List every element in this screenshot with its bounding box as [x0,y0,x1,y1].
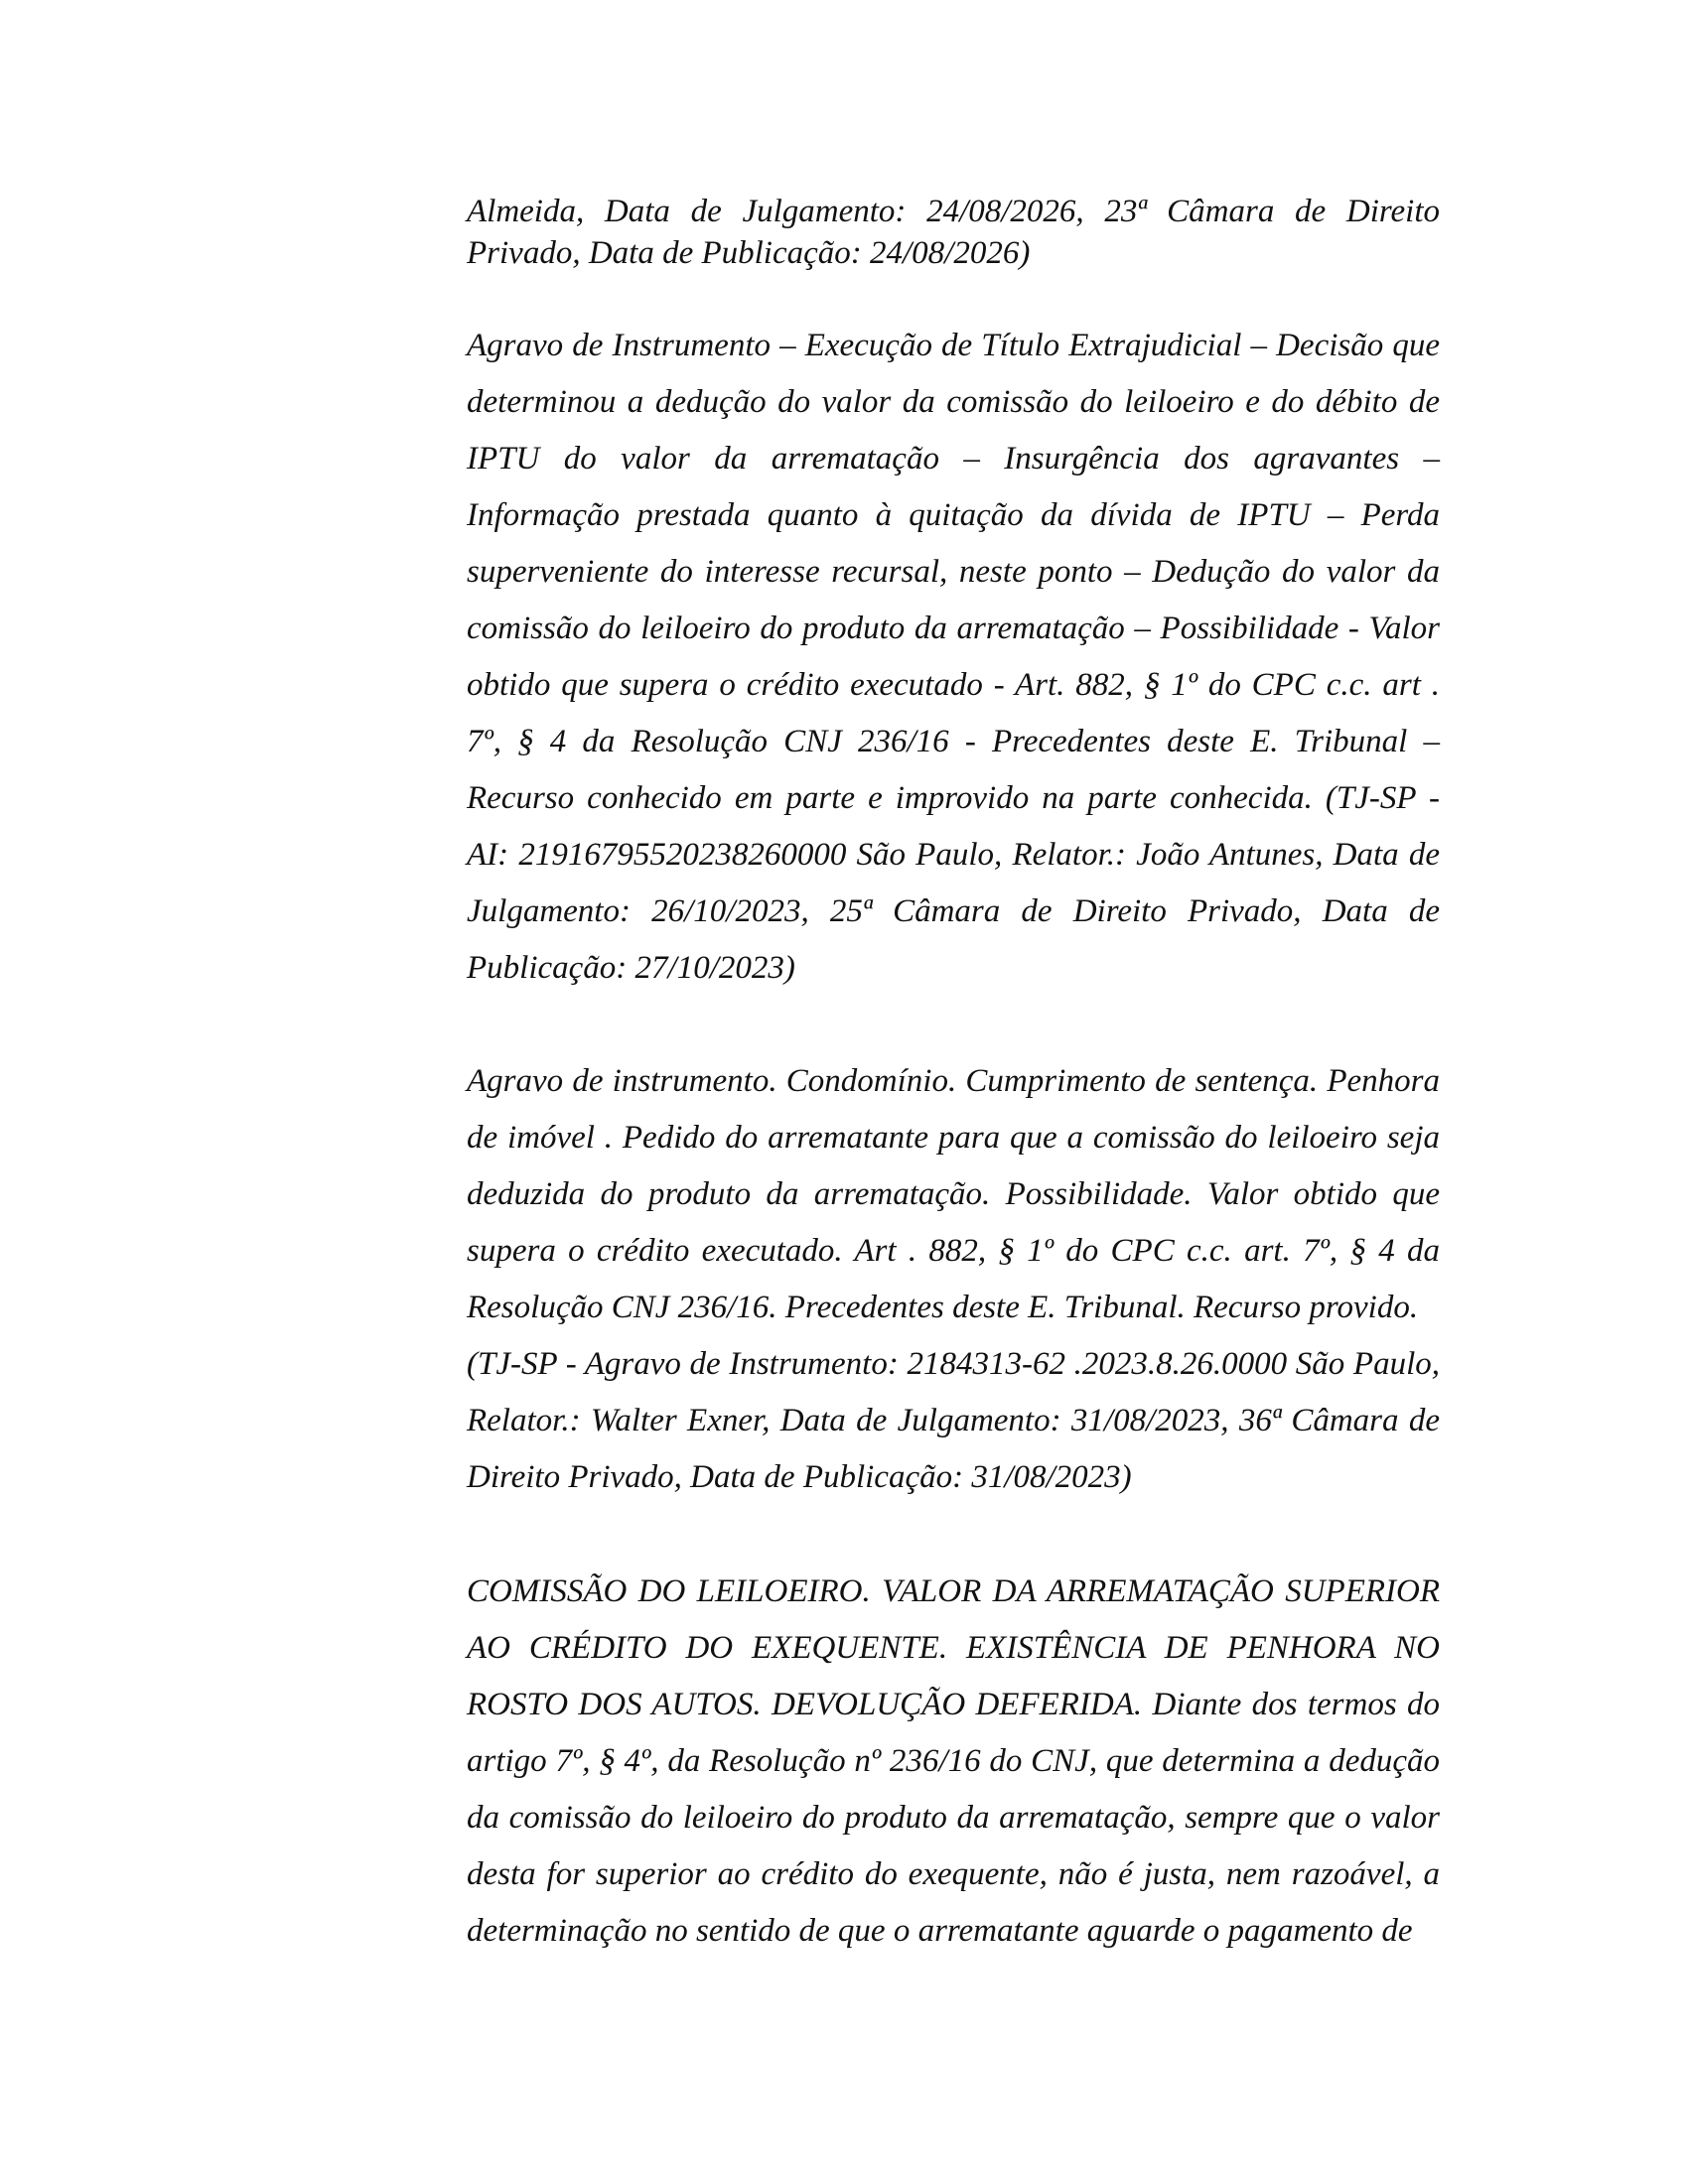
citation-paragraph-4 [467,1564,1440,1960]
citation-text: Almeida, Data de Julgamento: 24/08/2026, 23ª Câmara de Direito Privado, Data de Publicação: 24/08/2026) [467,194,1440,271]
citation-text: Agravo de instrumento. Condomínio. Cumprimento de sentença. Penhora de imóvel . Pedido do arrematante para que a comissão do leiloeiro seja deduzida do produto da arrematação. Possibilidade. Valor obtido que supera o crédito executado. Art . 882, § 1º do CPC c.c. art. 7º, § 4 da Resolução CNJ 236/16. Precedentes deste E. Tribunal. Recurso provido. [467,1063,1440,1325]
citation-paragraph-3 [467,1053,1440,1506]
citation-paragraph-2 [467,318,1440,997]
citation-text: COMISSÃO DO LEILOEIRO. VALOR DA ARREMATAÇÃO SUPERIOR AO CRÉDITO DO EXEQUENTE. EXISTÊNCIA DE PENHORA NO ROSTO DOS AUTOS. DEVOLUÇÃO DEFERIDA. Diante dos termos do artigo 7º, § 4º, da Resolução nº 236/16 do CNJ, que determina a dedução da comissão do leiloeiro do produto da arrematação, sempre que o valor desta for superior ao crédito do exequente, não é justa, nem razoável, a determinação no sentido de que o arrematante aguarde o pagamento de [467,1573,1440,1949]
citation-text: Agravo de Instrumento – Execução de Título Extrajudicial – Decisão que determinou a dedução do valor da comissão do leiloeiro e do débito de IPTU do valor da arrematação – Insurgência dos agravantes – Informação prestada quanto à quitação da dívida de IPTU – Perda superveniente do interesse recursal, neste ponto – Dedução do valor da comissão do leiloeiro do produto da arrematação – Possibilidade - Valor obtido que supera o crédito executado - Art. 882, § 1º do CPC c.c. art . 7º, § 4 da Resolução CNJ 236/16 - Precedentes deste E. Tribunal – Recurso conhecido em parte e improvido na parte conhecida. (TJ-SP - AI: 21916795520238260000 São Paulo, Relator.: João Antunes, Data de Julgamento: 26/10/2023, 25ª Câmara de Direito Privado, Data de Publicação: 27/10/2023) [467,328,1440,986]
citation-paragraph-1 [467,191,1440,274]
citation-reference: (TJ-SP - Agravo de Instrumento: 2184313-62 .2023.8.26.0000 São Paulo, Relator.: Walter Exner, Data de Julgamento: 31/08/2023, 36ª Câmara de Direito Privado, Data de Publicação: 31/08/2023) [467,1346,1440,1495]
